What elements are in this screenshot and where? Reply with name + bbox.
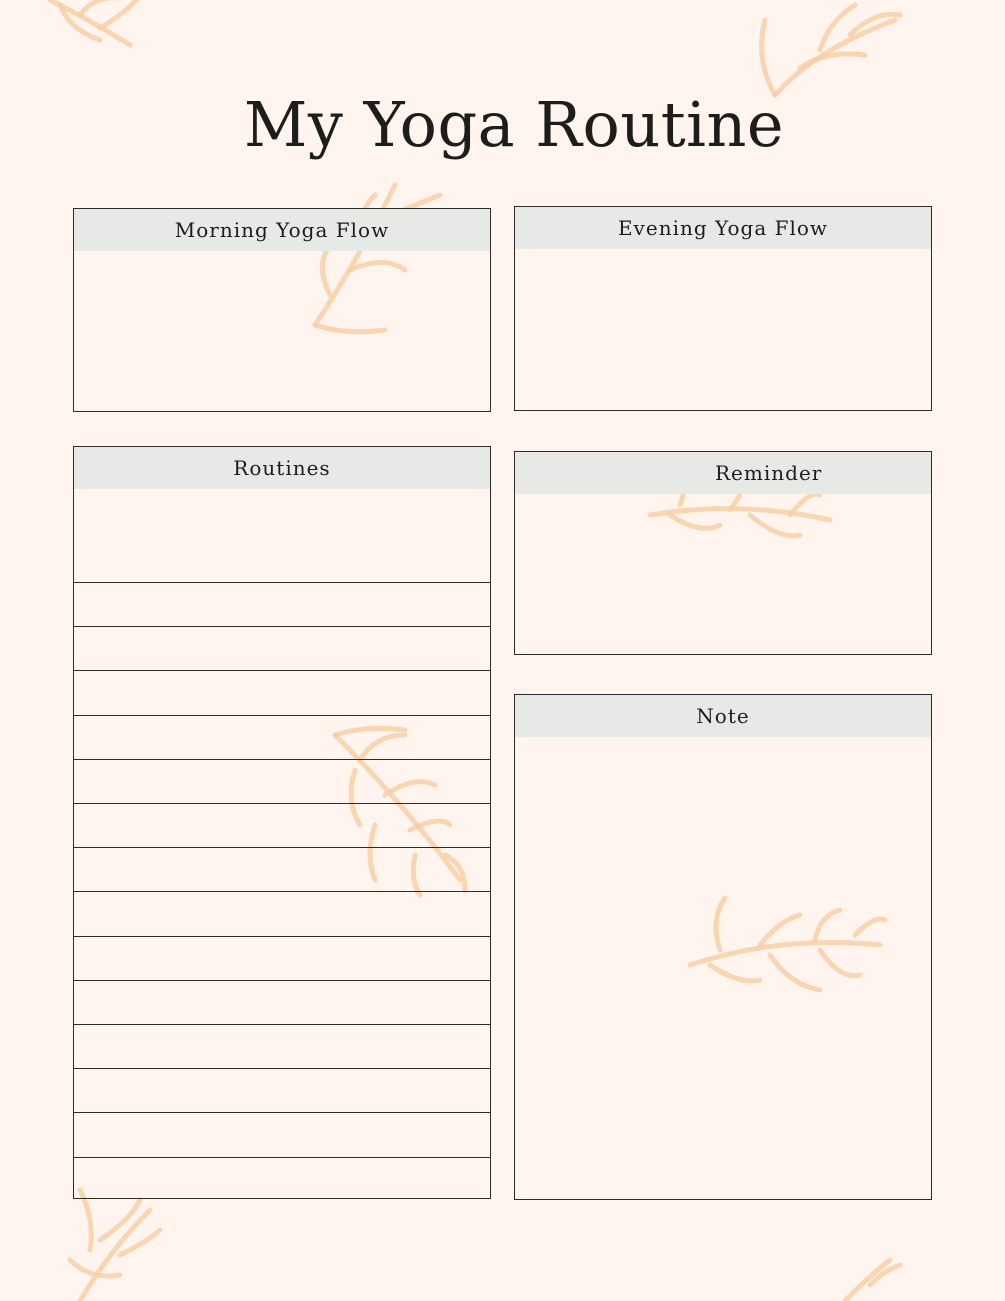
reminder-label: Reminder (715, 461, 823, 485)
routine-line (74, 936, 490, 937)
evening-yoga-flow-area[interactable] (515, 249, 931, 408)
leaf-branch-icon (825, 1250, 905, 1301)
routine-line (74, 1157, 490, 1158)
routines-box (73, 446, 491, 1199)
evening-yoga-flow-header: Evening Yoga Flow (515, 207, 931, 249)
routine-line (74, 670, 490, 671)
routine-line (74, 582, 490, 583)
routine-line (74, 980, 490, 981)
leaf-branch-icon (40, 0, 150, 60)
routine-line (74, 847, 490, 848)
routine-line (74, 1024, 490, 1025)
page-title: My Yoga Routine (243, 88, 785, 161)
routine-line (74, 891, 490, 892)
routine-line (74, 803, 490, 804)
note-header: Note (515, 695, 931, 737)
routine-line (74, 715, 490, 716)
reminder-header (515, 452, 931, 494)
evening-yoga-flow-box (514, 206, 932, 411)
routine-line (74, 1068, 490, 1069)
routines-area[interactable] (74, 489, 490, 1196)
routines-header: Routines (74, 447, 490, 489)
routine-line (74, 759, 490, 760)
reminder-area[interactable] (515, 494, 931, 652)
note-box (514, 694, 932, 1200)
routine-line (74, 626, 490, 627)
morning-yoga-flow-area[interactable] (74, 251, 490, 409)
routine-line (74, 1112, 490, 1113)
morning-yoga-flow-box (73, 208, 491, 412)
reminder-box (514, 451, 932, 655)
note-area[interactable] (515, 737, 931, 1197)
morning-yoga-flow-header: Morning Yoga Flow (74, 209, 490, 251)
